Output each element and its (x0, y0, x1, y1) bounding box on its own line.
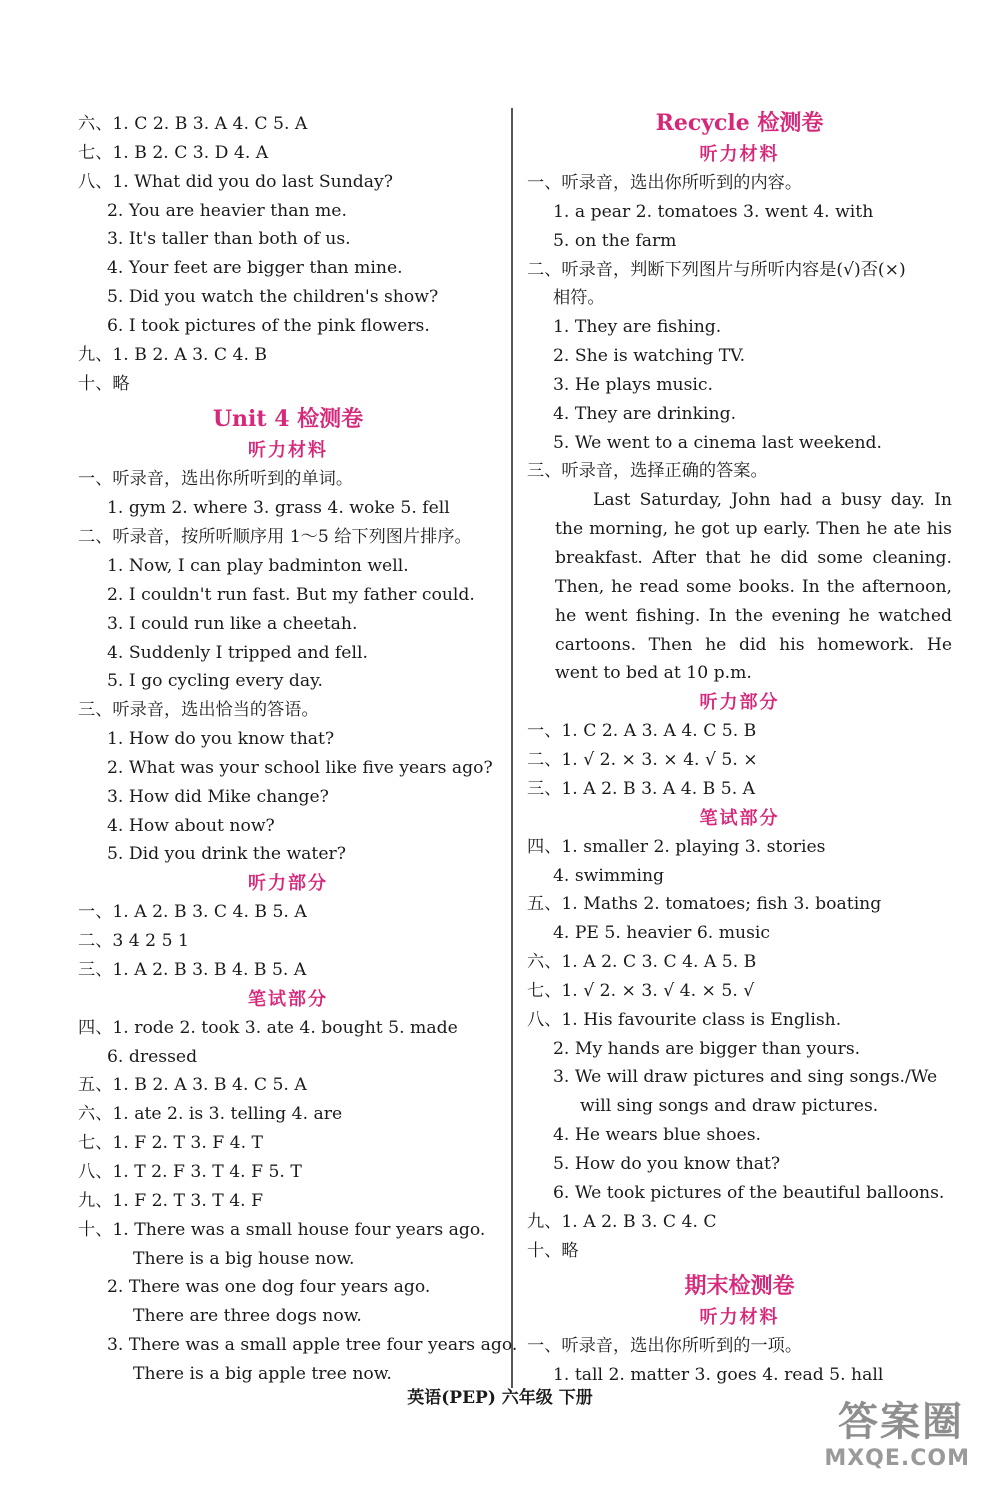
answer-line: 五、1. B 2. A 3. B 4. C 5. A (78, 1075, 307, 1096)
answer-line: 九、1. B 2. A 3. C 4. B (78, 344, 268, 365)
answer-line: 2. She is watching TV. (553, 346, 746, 367)
answer-line: 4. They are drinking. (553, 403, 737, 424)
watermark-text: 答案圈 (838, 1399, 964, 1445)
answer-line: 二、1. √ 2. × 3. × 4. √ 5. × (527, 750, 758, 771)
written-part-heading: 笔试部分 (699, 807, 780, 829)
answer-line: 3. We will draw pictures and sing songs./We (553, 1067, 938, 1088)
answer-line: 4. How about now? (107, 815, 275, 836)
answer-line: will sing songs and draw pictures. (580, 1096, 879, 1117)
listening-material-heading: 听力材料 (699, 1307, 780, 1329)
answer-line: 八、1. What did you do last Sunday? (78, 171, 393, 192)
answer-line: 八、1. His favourite class is English. (527, 1009, 842, 1030)
answer-line: 二、3 4 2 5 1 (78, 931, 189, 952)
answer-line: 十、1. There was a small house four years ago. (78, 1219, 486, 1240)
answer-line: 一、1. C 2. A 3. A 4. C 5. B (527, 721, 757, 742)
question-heading: 二、听录音，判断下列图片与所听内容是(√)否(×) (527, 259, 906, 280)
answer-line: There is a big house now. (133, 1248, 355, 1269)
answer-line: 3. How did Mike change? (107, 786, 329, 807)
answer-line: 六、1. C 2. B 3. A 4. C 5. A (78, 114, 308, 134)
answer-line: 1. How do you know that? (107, 729, 335, 750)
answer-line: 2. My hands are bigger than yours. (553, 1038, 861, 1059)
question-heading: 三、听录音，选出恰当的答语。 (78, 700, 319, 721)
answer-line: 三、1. A 2. B 3. A 4. B 5. A (527, 778, 756, 799)
answer-line: 2. There was one dog four years ago. (107, 1277, 431, 1298)
answer-line: 6. dressed (107, 1046, 198, 1067)
answer-line: 1. Now, I can play badminton well. (107, 555, 409, 576)
answer-line: 四、1. rode 2. took 3. ate 4. bought 5. made (78, 1017, 458, 1038)
answer-line: 七、1. √ 2. × 3. √ 4. × 5. √ (527, 980, 755, 1001)
question-heading: 一、听录音，选出你所听到的一项。 (527, 1336, 803, 1357)
passage-paragraph: Last Saturday, John had a busy day. In the morning, he got up early. Then he ate his breakfast. After that he did some cleaning. Then, he read some books. In the afternoon, he went fishing. In the evening he watched cartoons. Then he did his homework. He went to bed at 10 p.m. (555, 490, 952, 684)
left-column (78, 110, 518, 1389)
answer-line: There are three dogs now. (133, 1306, 362, 1327)
answer-line: 十、略 (78, 373, 130, 394)
listening-part-heading: 听力部分 (699, 692, 780, 714)
answer-line: 1. They are fishing. (553, 317, 722, 338)
listening-part-heading: 听力部分 (248, 873, 328, 895)
answer-line: 2. What was your school like five years ago? (107, 757, 493, 778)
answer-line: 2. I couldn't run fast. But my father could. (107, 584, 475, 605)
page-footer: 英语(PEP) 六年级 下册 (407, 1388, 593, 1408)
answer-line: 5. on the farm (553, 230, 677, 251)
answer-line: 七、1. F 2. T 3. F 4. T (78, 1133, 263, 1154)
answer-line: 一、1. A 2. B 3. C 4. B 5. A (78, 902, 307, 923)
answer-line: 八、1. T 2. F 3. T 4. F 5. T (78, 1162, 302, 1182)
answer-line: 6. I took pictures of the pink flowers. (107, 315, 430, 336)
watermark-logo (814, 1378, 974, 1478)
question-heading: 一、听录音，选出你所听到的内容。 (527, 173, 803, 193)
written-part-heading: 笔试部分 (248, 988, 328, 1010)
answer-line: 九、1. A 2. B 3. C 4. C (527, 1211, 717, 1232)
answer-line: 1. gym 2. where 3. grass 4. woke 5. fell (107, 498, 450, 519)
answer-line: 5. I go cycling every day. (107, 671, 324, 692)
unit4-title: Unit 4 检测卷 (212, 406, 364, 433)
answer-line: 4. Suddenly I tripped and fell. (107, 642, 368, 663)
answer-line: 4. He wears blue shoes. (553, 1125, 762, 1146)
answer-line: There is a big apple tree now. (133, 1363, 392, 1384)
answer-line: 3. It's taller than both of us. (107, 229, 351, 250)
question-heading: 一、听录音，选出你所听到的单词。 (78, 469, 354, 490)
recycle-title: Recycle 检测卷 (655, 110, 824, 136)
answer-line: 4. swimming (553, 865, 665, 886)
answer-line: 1. tall 2. matter 3. goes 4. read 5. hall (553, 1365, 884, 1386)
question-heading-cont: 相符。 (553, 288, 605, 309)
answer-line: 4. Your feet are bigger than mine. (107, 258, 403, 279)
answer-line: 六、1. ate 2. is 3. telling 4. are (78, 1104, 343, 1125)
watermark-url: MXQE.COM (824, 1446, 970, 1471)
answer-line: 2. You are heavier than me. (107, 200, 347, 221)
answer-line: 5. Did you drink the water? (107, 844, 346, 865)
final-exam-title: 期末检测卷 (684, 1273, 795, 1300)
answer-line: 6. We took pictures of the beautiful balloons. (553, 1182, 945, 1203)
answer-line: 五、1. Maths 2. tomatoes; fish 3. boating (527, 894, 882, 915)
answer-line: 5. Did you watch the children's show? (107, 287, 439, 308)
listening-material-heading: 听力材料 (248, 440, 328, 462)
answer-line: 3. There was a small apple tree four years ago. (107, 1335, 518, 1356)
answer-line: 三、1. A 2. B 3. B 4. B 5. A (78, 959, 307, 980)
question-heading: 三、听录音，选择正确的答案。 (527, 461, 768, 482)
answer-line: 4. PE 5. heavier 6. music (553, 923, 771, 944)
answer-line: 六、1. A 2. C 3. C 4. A 5. B (527, 952, 757, 973)
question-heading: 二、听录音，按所听顺序用 1～5 给下列图片排序。 (78, 527, 472, 548)
right-column (527, 110, 952, 1390)
answer-line: 九、1. F 2. T 3. T 4. F (78, 1190, 263, 1211)
listening-material-heading: 听力材料 (699, 144, 780, 165)
answer-line: 3. I could run like a cheetah. (107, 613, 358, 634)
answer-line: 1. a pear 2. tomatoes 3. went 4. with (553, 201, 874, 222)
answer-line: 3. He plays music. (553, 374, 713, 395)
answer-line: 七、1. B 2. C 3. D 4. A (78, 142, 269, 163)
answer-line: 5. We went to a cinema last weekend. (553, 432, 882, 453)
answer-line: 5. How do you know that? (553, 1154, 781, 1174)
answer-line: 四、1. smaller 2. playing 3. stories (527, 836, 826, 857)
answer-line: 十、略 (527, 1240, 579, 1261)
column-divider (511, 108, 513, 1388)
